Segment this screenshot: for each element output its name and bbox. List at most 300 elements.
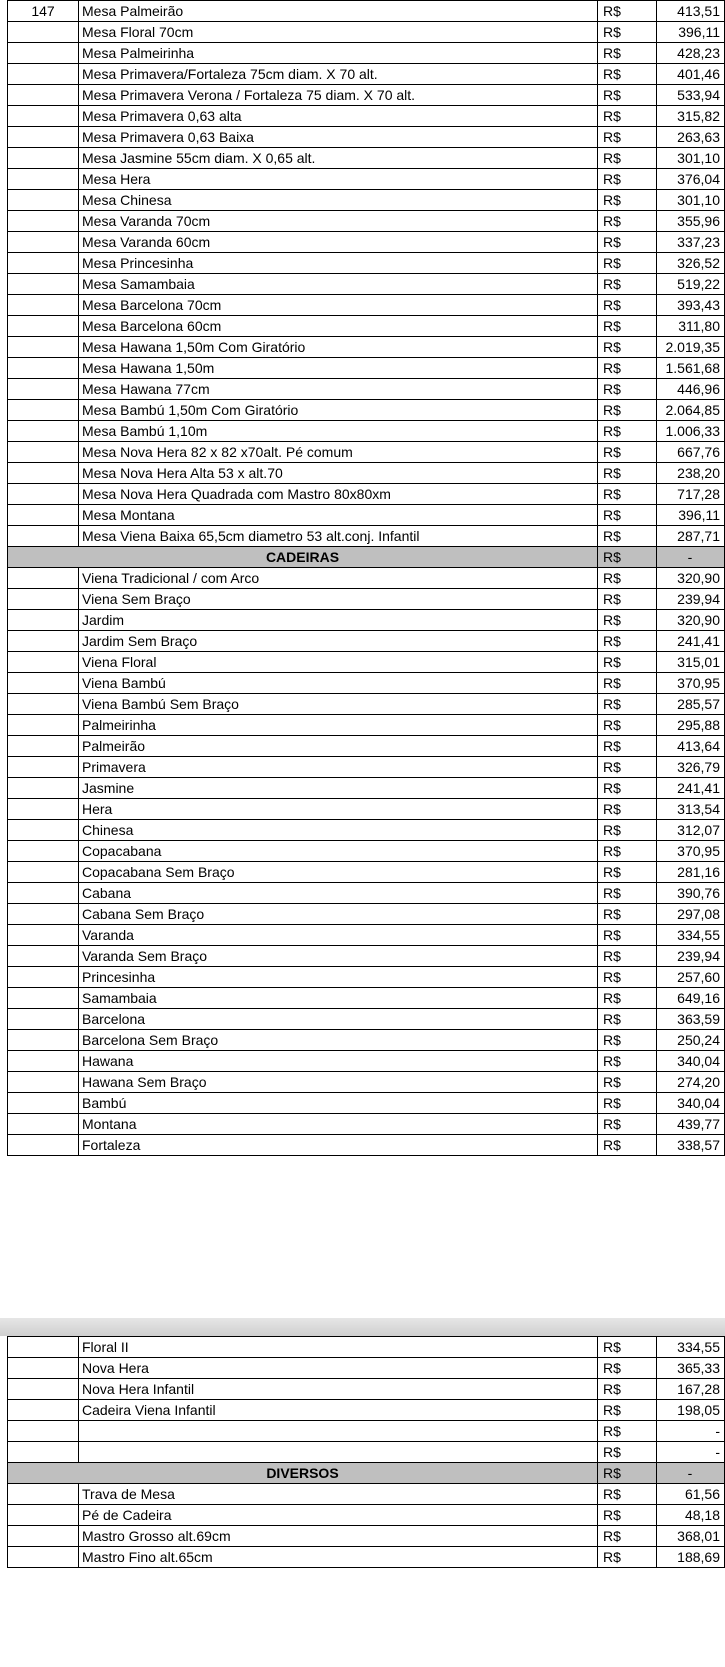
item-description: Mesa Primavera Verona / Fortaleza 75 diam. X 70 alt. [79,85,598,106]
table-row [8,274,725,295]
item-code [8,862,79,883]
price-value: 667,76 [657,442,725,463]
price-value: 167,28 [657,1379,725,1400]
price-value: 297,08 [657,904,725,925]
table-row [8,463,725,484]
currency-label: R$ [598,64,657,85]
price-value: 241,41 [657,778,725,799]
currency-label: R$ [598,715,657,736]
table-row [8,589,725,610]
item-description: Montana [79,1114,598,1135]
item-description: Viena Bambú [79,673,598,694]
price-value: 396,11 [657,22,725,43]
table-row [8,1358,725,1379]
table-row [8,1484,725,1505]
currency-label: R$ [598,1421,657,1442]
currency-label: R$ [598,736,657,757]
price-value: 396,11 [657,505,725,526]
item-description: Viena Bambú Sem Braço [79,694,598,715]
item-description: Primavera [79,757,598,778]
item-code [8,43,79,64]
item-code [8,22,79,43]
price-table-2 [7,1336,725,1568]
price-value: 281,16 [657,862,725,883]
section-title: CADEIRAS [8,547,598,568]
table-row [8,1093,725,1114]
table-row [8,148,725,169]
table-row [8,379,725,400]
table-row [8,1135,725,1156]
item-code [8,1379,79,1400]
table-row [8,673,725,694]
table-row [8,64,725,85]
table-row [8,526,725,547]
price-value: 295,88 [657,715,725,736]
price-value: 188,69 [657,1547,725,1568]
item-code [8,652,79,673]
price-value: 315,82 [657,106,725,127]
table-row [8,421,725,442]
table-row [8,1442,725,1463]
item-code [8,484,79,505]
currency-label: R$ [598,967,657,988]
table-row [8,946,725,967]
currency-label: R$ [598,169,657,190]
item-code: 147 [8,1,79,22]
table-row [8,1,725,22]
table-row [8,1072,725,1093]
item-description: Mesa Primavera 0,63 Baixa [79,127,598,148]
price-value: 428,23 [657,43,725,64]
table-row [8,106,725,127]
currency-label: R$ [598,148,657,169]
item-description [79,1442,598,1463]
currency-label: R$ [598,1072,657,1093]
item-code [8,820,79,841]
table-row [8,610,725,631]
currency-label: R$ [598,841,657,862]
table-row [8,1379,725,1400]
item-description: Cabana Sem Braço [79,904,598,925]
item-code [8,505,79,526]
item-description: Viena Sem Braço [79,589,598,610]
item-code [8,232,79,253]
item-description [79,1421,598,1442]
price-value: 401,46 [657,64,725,85]
item-code [8,1030,79,1051]
currency-label: R$ [598,1484,657,1505]
table-row [8,631,725,652]
table-row [8,715,725,736]
price-value: 340,04 [657,1093,725,1114]
currency-label: R$ [598,547,657,568]
price-value: 301,10 [657,190,725,211]
item-code [8,1337,79,1358]
price-value: 533,94 [657,85,725,106]
price-value: 390,76 [657,883,725,904]
currency-label: R$ [598,1135,657,1156]
price-value: 198,05 [657,1400,725,1421]
table-row [8,1030,725,1051]
table-row [8,883,725,904]
currency-label: R$ [598,274,657,295]
table-row [8,1114,725,1135]
currency-label: R$ [598,1526,657,1547]
currency-label: R$ [598,400,657,421]
price-value: 285,57 [657,694,725,715]
currency-label: R$ [598,1400,657,1421]
item-code [8,841,79,862]
price-value: 370,95 [657,673,725,694]
item-code [8,610,79,631]
item-code [8,463,79,484]
price-value: 61,56 [657,1484,725,1505]
table-row [8,358,725,379]
item-code [8,778,79,799]
item-description: Mastro Fino alt.65cm [79,1547,598,1568]
table-row [8,295,725,316]
table-row [8,988,725,1009]
currency-label: R$ [598,652,657,673]
item-description: Mesa Primavera/Fortaleza 75cm diam. X 70 alt. [79,64,598,85]
currency-label: R$ [598,463,657,484]
table-row [8,85,725,106]
item-code [8,904,79,925]
item-code [8,1072,79,1093]
item-description: Cabana [79,883,598,904]
item-code [8,1009,79,1030]
table-row [8,820,725,841]
currency-label: R$ [598,505,657,526]
item-code [8,1505,79,1526]
table-row [8,22,725,43]
item-code [8,673,79,694]
item-code [8,568,79,589]
price-value: 326,79 [657,757,725,778]
item-description: Mesa Primavera 0,63 alta [79,106,598,127]
price-value: 287,71 [657,526,725,547]
table-row [8,1009,725,1030]
item-description: Mesa Jasmine 55cm diam. X 0,65 alt. [79,148,598,169]
table-row [8,568,725,589]
price-value: - [657,1442,725,1463]
price-value: 376,04 [657,169,725,190]
item-code [8,295,79,316]
currency-label: R$ [598,337,657,358]
sheet-page-2 [0,1336,725,1667]
item-description: Jardim [79,610,598,631]
price-value: 301,10 [657,148,725,169]
price-value: 313,54 [657,799,725,820]
currency-label: R$ [598,232,657,253]
item-description: Mesa Floral 70cm [79,22,598,43]
currency-label: R$ [598,631,657,652]
currency-label: R$ [598,1547,657,1568]
item-description: Varanda [79,925,598,946]
item-code [8,169,79,190]
table-row [8,169,725,190]
price-value: 257,60 [657,967,725,988]
item-description: Chinesa [79,820,598,841]
item-description: Hera [79,799,598,820]
currency-label: R$ [598,1442,657,1463]
table-row [8,190,725,211]
item-description: Fortaleza [79,1135,598,1156]
currency-label: R$ [598,1093,657,1114]
item-code [8,127,79,148]
currency-label: R$ [598,442,657,463]
price-value: 1.561,68 [657,358,725,379]
item-code [8,211,79,232]
table-row [8,232,725,253]
table-row [8,1051,725,1072]
currency-label: R$ [598,190,657,211]
price-value: 326,52 [657,253,725,274]
item-description: Mastro Grosso alt.69cm [79,1526,598,1547]
currency-label: R$ [598,1337,657,1358]
price-value: 1.006,33 [657,421,725,442]
currency-label: R$ [598,1,657,22]
currency-label: R$ [598,799,657,820]
price-value: 274,20 [657,1072,725,1093]
price-value: 320,90 [657,568,725,589]
page-break-divider [0,1318,725,1336]
item-description: Mesa Chinesa [79,190,598,211]
item-description: Mesa Princesinha [79,253,598,274]
item-code [8,946,79,967]
item-description: Varanda Sem Braço [79,946,598,967]
currency-label: R$ [598,568,657,589]
price-table-1 [7,0,725,1156]
item-code [8,631,79,652]
currency-label: R$ [598,211,657,232]
price-value: 649,16 [657,988,725,1009]
item-description: Pé de Cadeira [79,1505,598,1526]
table-row [8,253,725,274]
price-value: 263,63 [657,127,725,148]
table-row [8,757,725,778]
table-row [8,862,725,883]
item-description: Mesa Varanda 60cm [79,232,598,253]
currency-label: R$ [598,862,657,883]
table-row [8,127,725,148]
table-row [8,694,725,715]
price-value: 413,64 [657,736,725,757]
item-code [8,1484,79,1505]
item-code [8,337,79,358]
price-value: - [657,1421,725,1442]
currency-label: R$ [598,1114,657,1135]
item-description: Mesa Palmeirinha [79,43,598,64]
item-description: Viena Floral [79,652,598,673]
price-value: - [657,1463,725,1484]
item-code [8,589,79,610]
section-header-row [8,547,725,568]
item-code [8,106,79,127]
item-description: Jasmine [79,778,598,799]
item-description: Mesa Barcelona 70cm [79,295,598,316]
item-code [8,1051,79,1072]
price-value: 241,41 [657,631,725,652]
table-row [8,736,725,757]
table-row [8,442,725,463]
item-description: Mesa Bambú 1,10m [79,421,598,442]
currency-label: R$ [598,883,657,904]
item-description: Bambú [79,1093,598,1114]
currency-label: R$ [598,421,657,442]
item-code [8,1526,79,1547]
item-description: Mesa Palmeirão [79,1,598,22]
table-row [8,1400,725,1421]
currency-label: R$ [598,820,657,841]
item-description: Mesa Hawana 1,50m Com Giratório [79,337,598,358]
table-row [8,799,725,820]
currency-label: R$ [598,610,657,631]
item-code [8,148,79,169]
item-description: Palmeirinha [79,715,598,736]
item-code [8,988,79,1009]
item-code [8,442,79,463]
item-description: Mesa Samambaia [79,274,598,295]
item-description: Hawana Sem Braço [79,1072,598,1093]
item-code [8,274,79,295]
item-code [8,526,79,547]
currency-label: R$ [598,127,657,148]
table-row [8,211,725,232]
item-code [8,379,79,400]
currency-label: R$ [598,1379,657,1400]
price-value: 337,23 [657,232,725,253]
price-value: 2.064,85 [657,400,725,421]
section-header-row [8,1463,725,1484]
price-value: 311,80 [657,316,725,337]
table-row [8,1547,725,1568]
item-description: Mesa Hawana 1,50m [79,358,598,379]
currency-label: R$ [598,43,657,64]
item-description: Mesa Hawana 77cm [79,379,598,400]
item-description: Mesa Hera [79,169,598,190]
price-value: 2.019,35 [657,337,725,358]
item-code [8,190,79,211]
table-row [8,778,725,799]
item-code [8,694,79,715]
item-code [8,316,79,337]
price-value: 250,24 [657,1030,725,1051]
item-code [8,400,79,421]
currency-label: R$ [598,694,657,715]
currency-label: R$ [598,988,657,1009]
item-description: Mesa Nova Hera Alta 53 x alt.70 [79,463,598,484]
item-description: Mesa Varanda 70cm [79,211,598,232]
item-code [8,1547,79,1568]
item-description: Mesa Barcelona 60cm [79,316,598,337]
currency-label: R$ [598,358,657,379]
price-value: 320,90 [657,610,725,631]
price-value: 239,94 [657,589,725,610]
price-value: 338,57 [657,1135,725,1156]
table-row [8,1337,725,1358]
item-description: Trava de Mesa [79,1484,598,1505]
currency-label: R$ [598,484,657,505]
item-description: Nova Hera Infantil [79,1379,598,1400]
currency-label: R$ [598,106,657,127]
currency-label: R$ [598,589,657,610]
currency-label: R$ [598,904,657,925]
table-row [8,400,725,421]
table-row [8,1526,725,1547]
currency-label: R$ [598,22,657,43]
item-code [8,1358,79,1379]
item-code [8,358,79,379]
price-value: 365,33 [657,1358,725,1379]
table-row [8,505,725,526]
item-code [8,799,79,820]
item-description: Barcelona [79,1009,598,1030]
currency-label: R$ [598,295,657,316]
item-description: Mesa Bambú 1,50m Com Giratório [79,400,598,421]
currency-label: R$ [598,316,657,337]
currency-label: R$ [598,757,657,778]
price-value: 363,59 [657,1009,725,1030]
item-code [8,736,79,757]
currency-label: R$ [598,1051,657,1072]
item-description: Floral II [79,1337,598,1358]
item-code [8,967,79,988]
item-description: Mesa Viena Baixa 65,5cm diametro 53 alt.conj. Infantil [79,526,598,547]
item-code [8,883,79,904]
table-row [8,1421,725,1442]
item-code [8,85,79,106]
price-value: - [657,547,725,568]
item-code [8,1114,79,1135]
item-code [8,1442,79,1463]
table-row [8,43,725,64]
price-value: 238,20 [657,463,725,484]
table-row [8,904,725,925]
price-value: 446,96 [657,379,725,400]
currency-label: R$ [598,1358,657,1379]
price-value: 413,51 [657,1,725,22]
price-value: 519,22 [657,274,725,295]
currency-label: R$ [598,778,657,799]
item-code [8,925,79,946]
price-value: 48,18 [657,1505,725,1526]
item-description: Princesinha [79,967,598,988]
price-value: 334,55 [657,1337,725,1358]
currency-label: R$ [598,673,657,694]
currency-label: R$ [598,1505,657,1526]
price-value: 315,01 [657,652,725,673]
currency-label: R$ [598,253,657,274]
price-value: 340,04 [657,1051,725,1072]
item-code [8,1421,79,1442]
currency-label: R$ [598,85,657,106]
item-description: Mesa Nova Hera 82 x 82 x70alt. Pé comum [79,442,598,463]
table-row [8,841,725,862]
currency-label: R$ [598,925,657,946]
price-value: 355,96 [657,211,725,232]
item-code [8,64,79,85]
price-value: 393,43 [657,295,725,316]
item-description: Jardim Sem Braço [79,631,598,652]
item-description: Palmeirão [79,736,598,757]
price-value: 370,95 [657,841,725,862]
item-description: Copacabana [79,841,598,862]
currency-label: R$ [598,1463,657,1484]
item-code [8,421,79,442]
price-value: 439,77 [657,1114,725,1135]
item-code [8,1093,79,1114]
